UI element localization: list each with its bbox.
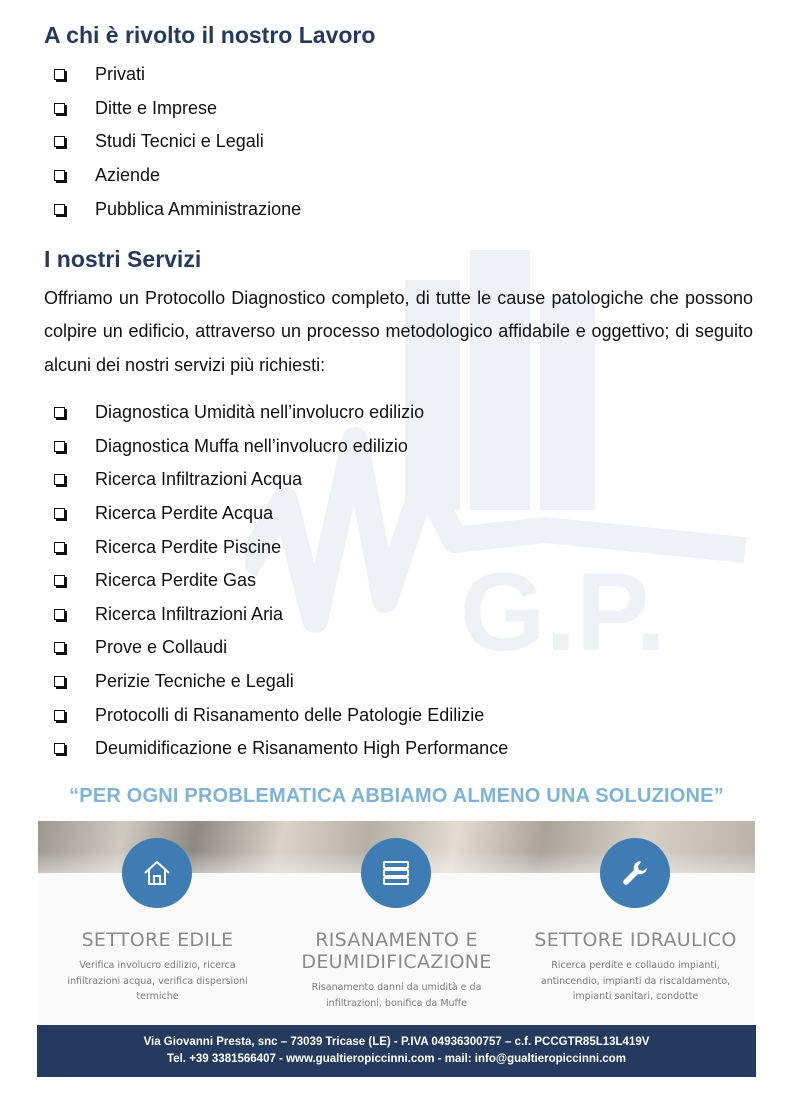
list-item xyxy=(50,732,508,766)
list-item-label: Ricerca Perdite Gas xyxy=(95,570,257,591)
list-item-label: Ricerca Infiltrazioni Acqua xyxy=(95,469,303,490)
checkbox-bullet-icon xyxy=(54,136,65,147)
sector-idraulico xyxy=(516,821,755,1025)
sectors-banner xyxy=(38,821,755,1025)
list-item-label: Studi Tecnici e Legali xyxy=(95,131,264,152)
checkbox-bullet-icon xyxy=(54,710,65,721)
list-item xyxy=(50,92,301,126)
list-item-label: Perizie Tecniche e Legali xyxy=(95,671,294,692)
checkbox-bullet-icon xyxy=(54,542,65,553)
footer-address: Via Giovanni Presta, snc – 73039 Tricase (LE) - P.IVA 04936300757 – c.f. PCCGTR85L13L419V xyxy=(143,1036,650,1048)
checkbox-bullet-icon xyxy=(54,474,65,485)
list-item-label: Ricerca Perdite Piscine xyxy=(95,536,282,557)
list-item-label: Ditte e Imprese xyxy=(95,97,218,118)
list-item-label: Deumidificazione e Risanamento High Performance xyxy=(95,738,509,759)
services-intro: Offriamo un Protocollo Diagnostico completo, di tutte le cause patologiche che possono colpire un edificio, attraverso un processo metodologico affidabile e oggettivo; di seguito alcuni dei nostri servizi più richiesti: xyxy=(44,288,753,375)
list-item xyxy=(50,58,301,92)
list-item-label: Diagnostica Muffa nell’involucro edilizio xyxy=(95,435,408,456)
checkbox-bullet-icon xyxy=(54,441,65,452)
sector-description: Ricerca perdite e collaudo impianti, antincendio, impianti da riscaldamento, impianti sanitari, condotte xyxy=(540,960,731,1002)
target-heading: A chi è rivolto il nostro Lavoro xyxy=(44,22,376,48)
sector-description: Verifica involucro edilizio, ricerca infiltrazioni acqua, verifica dispersioni termiche xyxy=(67,960,248,1002)
checkbox-bullet-icon xyxy=(54,609,65,620)
services-list xyxy=(50,396,508,766)
footer xyxy=(37,1025,756,1077)
footer-contacts: Tel. +39 3381566407 - www.gualtieropiccinni.com - mail: info@gualtieropiccinni.com xyxy=(167,1053,626,1065)
list-item xyxy=(50,497,508,531)
list-item xyxy=(50,564,508,598)
list-item xyxy=(50,192,301,226)
stack-icon xyxy=(361,838,431,908)
services-heading: I nostri Servizi xyxy=(44,246,202,272)
wrench-icon xyxy=(600,838,670,908)
list-item xyxy=(50,430,508,464)
checkbox-bullet-icon xyxy=(54,575,65,586)
list-item-label: Ricerca Perdite Acqua xyxy=(95,503,274,524)
checkbox-bullet-icon xyxy=(54,204,65,215)
sector-title: SETTORE EDILE xyxy=(81,929,234,951)
slogan: “PER OGNI PROBLEMATICA ABBIAMO ALMENO UNA SOLUZIONE” xyxy=(69,785,724,807)
checkbox-bullet-icon xyxy=(54,642,65,653)
list-item xyxy=(50,598,508,632)
list-item xyxy=(50,631,508,665)
checkbox-bullet-icon xyxy=(54,69,65,80)
list-item xyxy=(50,463,508,497)
list-item-label: Aziende xyxy=(95,165,161,186)
checkbox-bullet-icon xyxy=(54,508,65,519)
sector-title: SETTORE IDRAULICO xyxy=(534,929,737,951)
sector-title: RISANAMENTO E DEUMIDIFICAZIONE xyxy=(301,929,492,973)
watermark-text: G.P. xyxy=(460,551,666,674)
list-item xyxy=(50,698,508,732)
target-list xyxy=(50,58,301,226)
list-item xyxy=(50,665,508,699)
list-item-label: Diagnostica Umidità nell’involucro edilizio xyxy=(95,402,425,423)
checkbox-bullet-icon xyxy=(54,103,65,114)
list-item-label: Pubblica Amministrazione xyxy=(95,198,302,219)
list-item-label: Prove e Collaudi xyxy=(95,637,228,658)
list-item-label: Privati xyxy=(95,64,146,85)
checkbox-bullet-icon xyxy=(54,407,65,418)
sector-edile xyxy=(38,821,277,1025)
sector-description: Risanamento danni da umidità e da infiltrazioni, bonifica da Muffe xyxy=(311,982,482,1009)
list-item xyxy=(50,125,301,159)
checkbox-bullet-icon xyxy=(54,170,65,181)
sector-risanamento xyxy=(277,821,516,1025)
list-item xyxy=(50,530,508,564)
checkbox-bullet-icon xyxy=(54,743,65,754)
list-item xyxy=(50,396,508,430)
list-item xyxy=(50,159,301,193)
list-item-label: Ricerca Infiltrazioni Aria xyxy=(95,603,284,624)
house-icon xyxy=(122,838,192,908)
checkbox-bullet-icon xyxy=(54,676,65,687)
list-item-label: Protocolli di Risanamento delle Patologie Edilizie xyxy=(95,704,485,725)
